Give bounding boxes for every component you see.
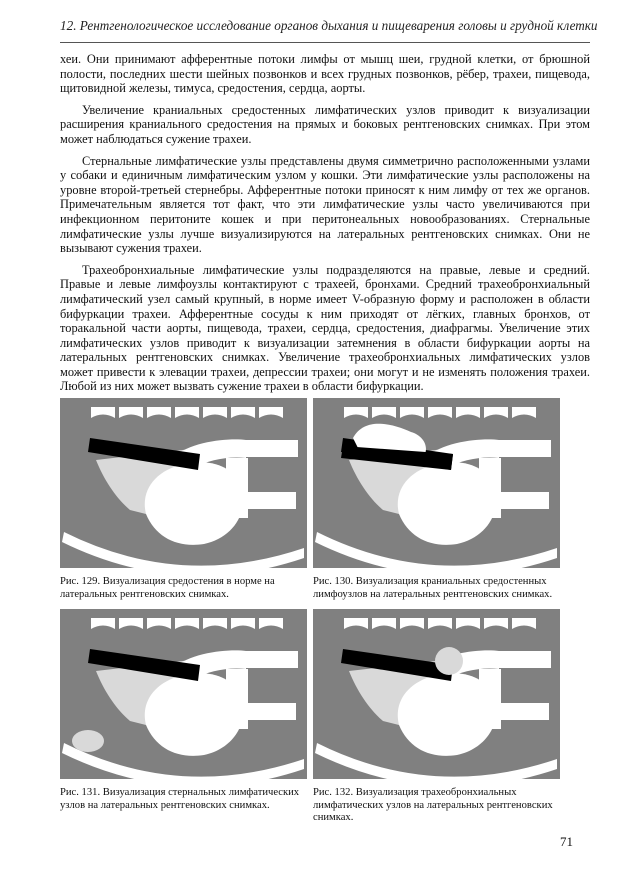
body-text — [60, 52, 590, 394]
figure-129 — [60, 398, 307, 568]
paragraph: Трахеобронхиальные лимфатические узлы подразделяются на правые, левые и средний. Правые и левые лимфоузлы контактируют с трахеей, бронхами. Средний трахеобронхиальный лимфатический узел самый крупный, в норме имеет V-образную форму и расположен в области бифуркации трахеи. Афферентные сосуды к ним приходят от лёгких, главных бронхов, от торакальной части аорты, пищевода, трахеи, сердца, средостения, диафрагмы. Увеличение этих лимфатических узлов приводит к визуализации затемнения в области бифуркации аорты на латеральных рентгеновских снимках. Увеличение трахеобронхиальных лимфатических узлов может привести к элевации трахеи, депрессии трахеи; они могут и не изменять положения трахеи. Любой из них может вызвать сужение трахеи в области бифуркации. — [60, 262, 590, 394]
figure-caption: Рис. 129. Визуализация средостения в норме на латеральных рентгеновских снимках. — [60, 576, 275, 600]
aorta-descending — [236, 440, 298, 457]
page-number: 71 — [560, 834, 573, 849]
xray-illustration — [313, 609, 560, 779]
diaphragm-crus — [479, 458, 501, 518]
tracheobronchial-lymph-node — [435, 647, 463, 675]
running-head: 12. Рентгенологическое исследование органов дыхания и пищеварения головы и грудной клетки — [60, 18, 598, 33]
xray-illustration — [60, 398, 307, 568]
diaphragm-crus — [226, 669, 248, 729]
diaphragm-crus — [226, 458, 248, 518]
aorta-descending — [236, 651, 298, 668]
figure-131 — [60, 609, 307, 779]
sternal-lymph-node — [72, 730, 104, 752]
xray-illustration — [60, 609, 307, 779]
paragraph: Стернальные лимфатические узлы представлены двумя симметрично расположенными узлами у собаки и единичным лимфатическим узлом у кошки. Эти лимфатические узлы расположены на уровне второй-третьей стернебры. Афферентные потоки приносят к ним лимфу от тех же органов. Примечательным является тот факт, что эти лимфатические узлы часто увеличиваются при инфекционном перитоните кошек и при перитонеальных новообразованиях. Стернальные лимфатические узлы лучше визуализируются на латеральных рентгеновских снимках. Они не вызывают сужения трахеи. — [60, 153, 590, 256]
figure-caption: Рис. 130. Визуализация краниальных средостенных лимфоузлов на латеральных рентгеновских снимках. — [313, 576, 553, 600]
paragraph: хеи. Они принимают афферентные потоки лимфы от мышц шеи, грудной клетки, от брюшной полости, последних шести шейных позвонков и всех грудных позвонков, рёбер, трахеи, пищевода, щитовидной железы, тимуса, средостения, сердца, аорты. — [60, 52, 590, 96]
aorta-descending — [489, 440, 551, 457]
xray-illustration — [313, 398, 560, 568]
paragraph: Увеличение краниальных средостенных лимфатических узлов приводит к визуализации расширения краниального средостения на прямых и боковых рентгеновских снимках. При этом может наблюдаться сужение трахеи. — [60, 102, 590, 146]
figure-132 — [313, 609, 560, 779]
diaphragm-crus — [479, 669, 501, 729]
figure-caption: Рис. 131. Визуализация стернальных лимфатических узлов на латеральных рентгеновских снимках. — [60, 787, 300, 811]
figure-caption: Рис. 132. Визуализация трахеобронхиальных лимфатических узлов на латеральных рентгеновских снимках. — [313, 787, 553, 824]
figure-130 — [313, 398, 560, 568]
header-rule — [60, 42, 590, 43]
aorta-descending — [489, 651, 551, 668]
